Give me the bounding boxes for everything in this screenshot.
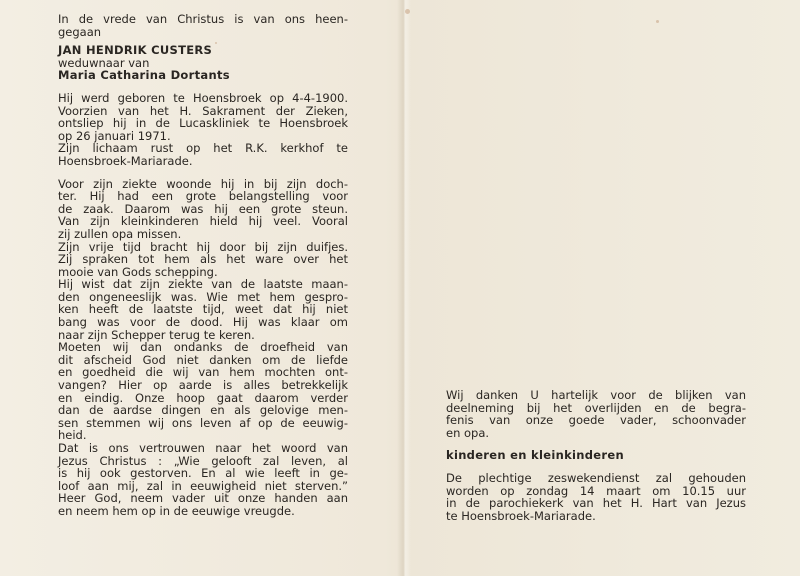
text-line: Heer God, neem vader uit onze handen aan bbox=[58, 491, 348, 506]
text-line: mooie van Gods schepping. bbox=[58, 264, 218, 279]
stain-spot bbox=[656, 20, 659, 23]
right-page bbox=[446, 389, 746, 522]
intro-line: In de vrede van Christus is van ons heen- bbox=[58, 12, 348, 26]
text-line: en neem hem op in de eeuwige vreugde. bbox=[58, 503, 295, 518]
text-line: De plechtige zeswekendienst zal gehouden bbox=[446, 470, 746, 485]
text-line: en eindig. Onze hoop gaat daarom verder bbox=[58, 390, 348, 405]
text-line: heid. bbox=[58, 428, 87, 443]
text-line: Zijn vrije tijd bracht hij door bij zijn duifjes. bbox=[58, 239, 348, 254]
text-line: ken heeft de laatste tijd, weet dat hij niet bbox=[58, 302, 348, 317]
biography-paragraph bbox=[58, 92, 348, 168]
intro-text bbox=[58, 13, 348, 38]
text-line: Dat is ons vertrouwen naar het woord van bbox=[58, 441, 348, 455]
text-line: Wij danken U hartelijk voor de blijken van bbox=[446, 388, 746, 402]
text-line: Hij wist dat zijn ziekte van de laatste maan- bbox=[58, 277, 348, 292]
text-line: worden op zondag 14 maart om 10.15 uur bbox=[446, 483, 746, 498]
text-line: loof aan mij, zal in eeuwigheid niet sterven.” bbox=[58, 478, 348, 493]
text-line: ter. Hij had een grote belangstelling voor bbox=[58, 189, 348, 204]
service-paragraph bbox=[446, 472, 746, 522]
text-line: en opa. bbox=[446, 425, 490, 440]
text-line: Hoensbroek-Mariarade. bbox=[58, 153, 193, 168]
card-fold bbox=[397, 0, 411, 576]
text-line: dit afscheid God niet danken om de liefde bbox=[58, 352, 348, 367]
left-page bbox=[58, 13, 348, 518]
text-line: sen stemmen wij ons leven af op de eeuwig- bbox=[58, 415, 348, 430]
deceased-name: JAN HENDRIK CUSTERS bbox=[58, 43, 213, 58]
text-line: de zaak. Daarom was hij een grote steun. bbox=[58, 201, 348, 216]
text-line: te Hoensbroek-Mariarade. bbox=[446, 508, 596, 523]
text-line: Zij spraken tot hem als het ware over het bbox=[58, 252, 348, 267]
text-line: is hij ook gestorven. En al wie leeft in ge- bbox=[58, 466, 348, 481]
text-line: naar zijn Schepper terug te keren. bbox=[58, 327, 255, 342]
text-line: Zijn lichaam rust op het R.K. kerkhof te bbox=[58, 141, 348, 156]
family-signature: kinderen en kleinkinderen bbox=[446, 448, 624, 463]
text-line: deelneming bij het overlijden en de begra- bbox=[446, 400, 746, 415]
text-line: op 26 januari 1971. bbox=[58, 128, 171, 143]
text-line: en goedheid die wij van hem mochten ont- bbox=[58, 365, 348, 380]
spouse-name: Maria Catharina Dortants bbox=[58, 68, 230, 83]
text-line: zij zullen opa missen. bbox=[58, 226, 182, 241]
stain-spot bbox=[405, 9, 410, 14]
text-line: in de parochiekerk van het H. Hart van Jezus bbox=[446, 496, 746, 511]
text-line: den ongeneeslijk was. Wie met hem gespro- bbox=[58, 289, 348, 304]
text-line: Jezus Christus : „Wie gelooft zal leven, al bbox=[58, 453, 348, 468]
text-line: Voorzien van het H. Sakrament der Zieken, bbox=[58, 103, 348, 118]
relation-text: weduwnaar van bbox=[58, 55, 150, 70]
text-line: Voor zijn ziekte woonde hij in bij zijn doch- bbox=[58, 176, 348, 191]
text-line: Van zijn kleinkinderen hield hij veel. Vooral bbox=[58, 214, 348, 229]
thanks-paragraph bbox=[446, 389, 746, 439]
text-line: ontsliep hij in de Lucaskliniek te Hoensbroek bbox=[58, 116, 348, 131]
text-line: dan de aardse dingen en als gelovige men- bbox=[58, 403, 348, 418]
text-line: bang was voor de dood. Hij was klaar om bbox=[58, 315, 348, 330]
remembrance-paragraph bbox=[58, 178, 348, 518]
text-line: Hij werd geboren te Hoensbroek op 4-4-1900. bbox=[58, 90, 348, 105]
text-line: fenis van onze goede vader, schoonvader bbox=[446, 413, 746, 428]
intro-line: gegaan bbox=[58, 24, 102, 39]
text-line: vangen? Hier op aarde is alles betrekkelijk bbox=[58, 378, 348, 393]
text-line: Moeten wij dan ondanks de droefheid van bbox=[58, 340, 348, 355]
